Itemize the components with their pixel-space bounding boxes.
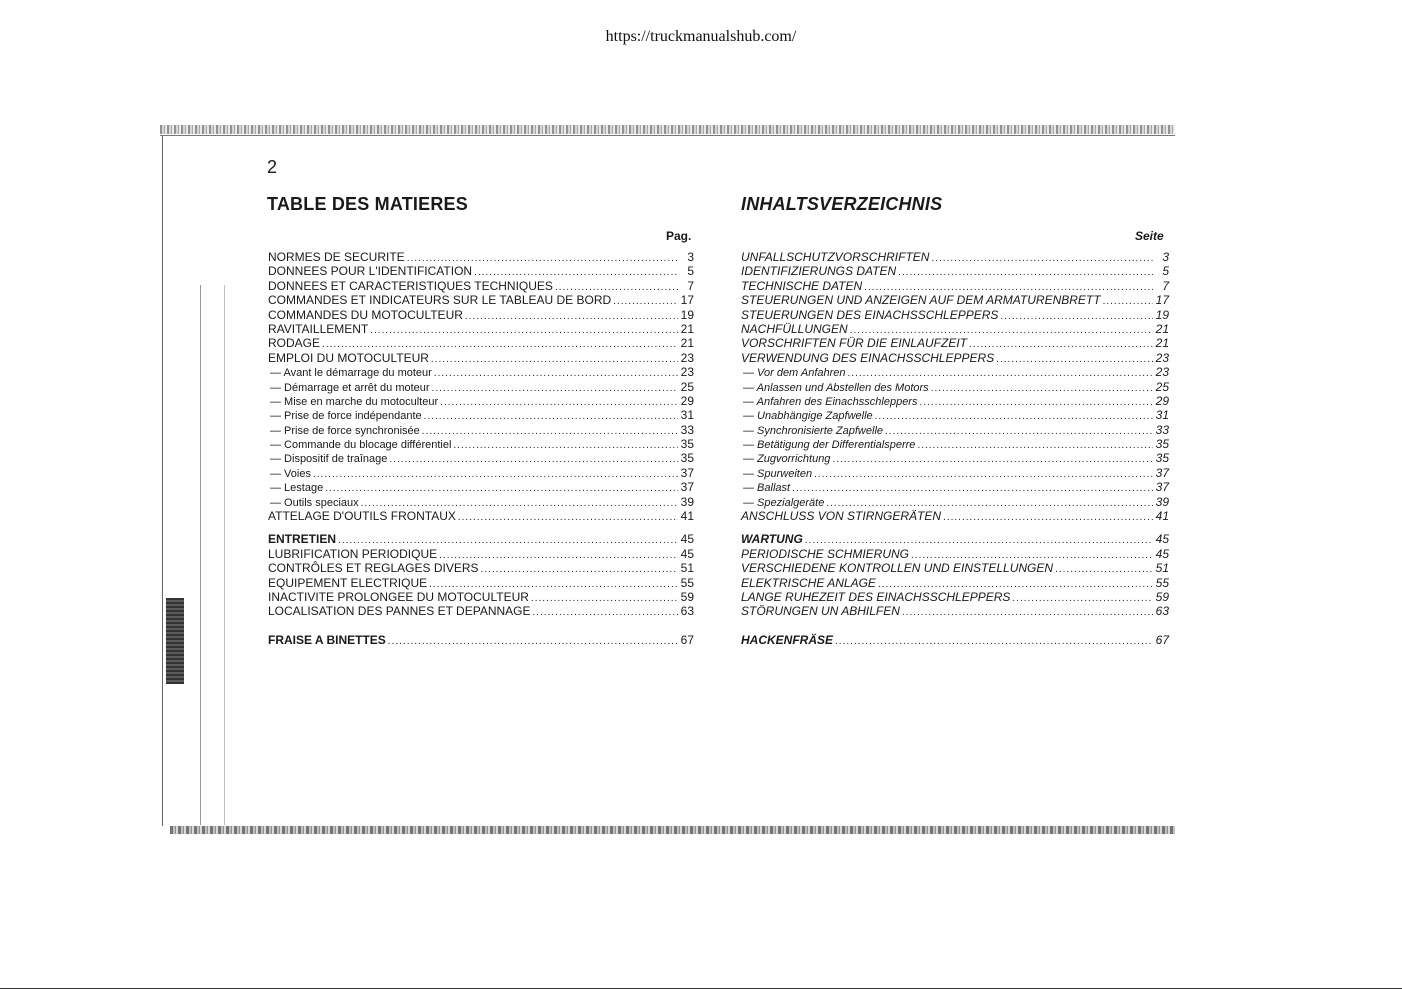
toc-entry-page: 21	[1155, 321, 1169, 336]
toc-entry	[741, 408, 1169, 422]
toc-entry-page: 3	[1162, 250, 1169, 264]
toc-entry-title: — Lestage	[270, 482, 324, 495]
toc-entry-title: ANSCHLUSS VON STIRNGERÄTEN	[741, 509, 942, 524]
toc-entry-page: 29	[680, 393, 694, 408]
toc-entry-title: COMMANDES DU MOTOCULTEUR	[268, 307, 463, 322]
toc-entry-page: 23	[680, 350, 694, 365]
toc-entry-title: UNFALLSCHUTZVORSCHRIFTEN	[741, 250, 930, 264]
german-page-column-label: Seite	[1135, 229, 1164, 243]
toc-entry-page: 31	[1155, 408, 1169, 423]
toc-entry	[741, 423, 1169, 437]
toc-entry-page: 19	[1155, 307, 1169, 322]
french-toc-list	[268, 250, 694, 647]
toc-entry	[741, 365, 1169, 379]
toc-entry-page: 55	[680, 575, 694, 590]
toc-entry-page: 7	[1162, 278, 1169, 293]
toc-entry-title: INACTIVITE PROLONGEE DU MOTOCULTEUR	[268, 589, 529, 604]
toc-spacer	[741, 619, 1169, 633]
toc-entry-title: — Outils speciaux	[270, 496, 359, 509]
toc-entry-page: 41	[680, 509, 694, 524]
toc-entry-title: — Vor dem Anfahren	[743, 367, 846, 380]
toc-entry-page: 45	[680, 546, 694, 561]
toc-entry	[741, 604, 1169, 618]
toc-entry	[268, 380, 694, 394]
german-toc-title: INHALTSVERZEICHNIS	[741, 194, 943, 214]
toc-entry	[268, 394, 694, 408]
toc-entry-page: 35	[1155, 451, 1169, 466]
toc-entry-page: 51	[1155, 561, 1169, 576]
toc-entry	[268, 279, 694, 293]
toc-entry-page: 19	[680, 307, 694, 322]
toc-entry-title: — Mise en marche du motoculteur	[270, 395, 439, 408]
toc-entry	[268, 336, 694, 350]
toc-entry-title: ENTRETIEN	[268, 532, 337, 547]
toc-entry	[268, 509, 694, 523]
toc-entry-title: STÖRUNGEN UN ABHILFEN	[741, 604, 900, 619]
toc-spacer	[268, 619, 694, 633]
toc-entry	[741, 576, 1169, 590]
toc-entry	[741, 509, 1169, 523]
toc-entry-title: TECHNISCHE DATEN	[741, 278, 863, 293]
toc-entry	[741, 279, 1169, 293]
toc-entry-page: 23	[680, 365, 694, 380]
toc-entry-title: — Zugvorrichtung	[743, 453, 831, 466]
toc-entry-page: 25	[680, 379, 694, 394]
toc-entry-page: 45	[1155, 532, 1169, 547]
toc-entry-title: NORMES DE SECURITE	[268, 250, 405, 264]
toc-entry-page: 5	[1162, 264, 1169, 279]
toc-entry-title: HACKENFRÄSE	[741, 632, 834, 647]
toc-entry-title: VORSCHRIFTEN FÜR DIE EINLAUFZEIT	[741, 336, 968, 351]
toc-entry-page: 37	[1155, 465, 1169, 480]
toc-entry-title: ATTELAGE D'OUTILS FRONTAUX	[268, 509, 456, 524]
toc-entry-page: 31	[680, 408, 694, 423]
toc-entry	[741, 336, 1169, 350]
toc-entry-page: 37	[680, 480, 694, 495]
toc-entry-title: DONNEES POUR L'IDENTIFICATION	[268, 264, 473, 279]
toc-entry-title: LANGE RUHEZEIT DES EINACHSSCHLEPPERS	[741, 589, 1011, 604]
toc-entry	[741, 451, 1169, 465]
toc-entry-title: — Dispositif de traînage	[270, 453, 388, 466]
toc-entry-page: 63	[680, 604, 694, 619]
scan-edge-bottom	[170, 826, 1175, 834]
toc-entry	[268, 576, 694, 590]
toc-entry-page: 37	[680, 465, 694, 480]
toc-entry-page: 67	[1155, 632, 1169, 647]
toc-entry	[268, 293, 694, 307]
toc-entry	[268, 451, 694, 465]
source-url: https://truckmanualshub.com/	[605, 28, 797, 45]
toc-entry	[741, 437, 1169, 451]
toc-entry	[741, 561, 1169, 575]
toc-entry-page: 39	[1155, 494, 1169, 509]
toc-entry-title: VERSCHIEDENE KONTROLLEN UND EINSTELLUNGEN	[741, 561, 1054, 576]
toc-entry-page: 67	[680, 632, 694, 647]
toc-entry-page: 35	[680, 451, 694, 466]
toc-entry-page: 33	[680, 422, 694, 437]
toc-entry-title: — Avant le démarrage du moteur	[270, 367, 432, 380]
toc-entry	[741, 322, 1169, 336]
scan-edge-left	[162, 136, 163, 826]
toc-entry-title: — Betätigung der Differentialsperre	[743, 439, 916, 452]
toc-entry-title: — Ballast	[743, 482, 791, 495]
toc-leader-dots	[943, 509, 1153, 525]
toc-entry-title: — Commande du blocage différentiel	[270, 439, 452, 452]
german-toc-list	[741, 250, 1169, 647]
toc-entry	[268, 590, 694, 604]
toc-entry	[268, 250, 694, 264]
toc-entry	[268, 532, 694, 546]
toc-entry-title: LOCALISATION DES PANNES ET DEPANNAGE	[268, 604, 531, 619]
toc-leader-dots	[902, 604, 1153, 620]
toc-entry-page: 25	[1155, 379, 1169, 394]
toc-entry	[741, 351, 1169, 365]
toc-entry	[268, 633, 694, 647]
toc-entry-title: RODAGE	[268, 336, 321, 351]
toc-entry	[268, 604, 694, 618]
toc-entry	[741, 394, 1169, 408]
toc-entry	[268, 351, 694, 365]
toc-entry	[741, 250, 1169, 264]
toc-entry	[268, 322, 694, 336]
toc-entry-page: 21	[680, 321, 694, 336]
toc-entry	[268, 466, 694, 480]
toc-entry-title: IDENTIFIZIERUNGS DATEN	[741, 264, 897, 279]
toc-entry	[741, 308, 1169, 322]
toc-entry-title: STEUERUNGEN UND ANZEIGEN AUF DEM ARMATURENBRETT	[741, 293, 1101, 308]
toc-entry-page: 5	[687, 264, 694, 279]
toc-entry-title: CONTRÔLES ET REGLAGES DIVERS	[268, 561, 479, 576]
toc-entry-title: PERIODISCHE SCHMIERUNG	[741, 546, 910, 561]
toc-entry-page: 51	[680, 561, 694, 576]
toc-entry-page: 3	[687, 250, 694, 264]
toc-entry-page: 17	[680, 293, 694, 308]
toc-entry-title: — Spezialgeräte	[743, 496, 825, 509]
toc-entry	[268, 365, 694, 379]
toc-entry-page: 35	[1155, 437, 1169, 452]
scan-binding-line-inner	[224, 285, 225, 825]
toc-entry-page: 23	[1155, 350, 1169, 365]
page-number: 2	[267, 157, 278, 177]
toc-entry-title: — Anfahren des Einachsschleppers	[743, 395, 918, 408]
toc-entry-title: — Unabhängige Zapfwelle	[743, 410, 873, 423]
toc-entry-title: ELEKTRISCHE ANLAGE	[741, 575, 876, 590]
scan-edge-top	[160, 125, 1175, 134]
toc-entry-title: WARTUNG	[741, 532, 803, 547]
toc-entry	[741, 532, 1169, 546]
toc-leader-dots	[458, 509, 678, 525]
toc-leader-dots	[533, 604, 678, 620]
toc-entry-title: LUBRIFICATION PERIODIQUE	[268, 546, 438, 561]
toc-entry-page: 37	[1155, 480, 1169, 495]
scan-dark-mark	[166, 598, 184, 684]
toc-entry-title: — Voies	[270, 467, 311, 480]
french-toc-title: TABLE DES MATIERES	[267, 194, 468, 214]
toc-leader-dots	[835, 633, 1153, 649]
toc-entry-page: 21	[1155, 336, 1169, 351]
toc-entry-title: COMMANDES ET INDICATEURS SUR LE TABLEAU DE BORD	[268, 293, 612, 308]
toc-entry	[741, 293, 1169, 307]
toc-entry-title: DONNEES ET CARACTERISTIQUES TECHNIQUES	[268, 278, 553, 293]
toc-entry-page: 45	[680, 532, 694, 547]
toc-entry-title: — Prise de force indépendante	[270, 410, 422, 423]
toc-entry-page: 39	[680, 494, 694, 509]
toc-entry-page: 63	[1155, 604, 1169, 619]
toc-entry	[268, 308, 694, 322]
toc-entry	[741, 495, 1169, 509]
scan-binding-line	[200, 285, 201, 825]
toc-entry-title: VERWENDUNG DES EINACHSSCHLEPPERS	[741, 350, 995, 365]
toc-entry-page: 59	[1155, 589, 1169, 604]
toc-entry	[268, 408, 694, 422]
toc-entry-page: 45	[1155, 546, 1169, 561]
french-page-column-label: Pag.	[666, 229, 692, 243]
toc-entry-page: 29	[1155, 393, 1169, 408]
toc-entry	[268, 423, 694, 437]
toc-entry	[268, 495, 694, 509]
toc-entry	[741, 264, 1169, 278]
toc-entry-title: — Prise de force synchronisée	[270, 424, 420, 437]
toc-entry	[268, 480, 694, 494]
toc-entry-page: 35	[680, 437, 694, 452]
scan-edge-top-line	[160, 135, 1175, 136]
toc-entry	[741, 380, 1169, 394]
toc-entry-page: 17	[1155, 293, 1169, 308]
toc-entry-title: — Synchronisierte Zapfwelle	[743, 424, 884, 437]
toc-entry-page: 55	[1155, 575, 1169, 590]
toc-entry	[741, 480, 1169, 494]
toc-entry-title: — Anlassen und Abstellen des Motors	[743, 381, 929, 394]
toc-entry-title: FRAISE A BINETTES	[268, 632, 386, 647]
toc-entry	[741, 547, 1169, 561]
page-bottom-rule	[0, 988, 1402, 989]
toc-entry-title: RAVITAILLEMENT	[268, 321, 369, 336]
toc-entry-page: 59	[680, 589, 694, 604]
toc-entry-page: 41	[1155, 509, 1169, 524]
toc-entry	[268, 264, 694, 278]
toc-entry-page: 7	[687, 278, 694, 293]
toc-entry-title: — Démarrage et arrêt du moteur	[270, 381, 430, 394]
toc-entry	[268, 547, 694, 561]
toc-entry	[741, 466, 1169, 480]
toc-leader-dots	[388, 633, 678, 649]
toc-entry-title: — Spurweiten	[743, 467, 813, 480]
toc-entry-title: STEUERUNGEN DES EINACHSSCHLEPPERS	[741, 307, 999, 322]
toc-entry-title: EMPLOI DU MOTOCULTEUR	[268, 350, 429, 365]
toc-entry	[268, 561, 694, 575]
toc-entry	[268, 437, 694, 451]
toc-entry-page: 33	[1155, 422, 1169, 437]
toc-entry-page: 23	[1155, 365, 1169, 380]
toc-entry-title: NACHFÜLLUNGEN	[741, 321, 848, 336]
toc-entry-title: EQUIPEMENT ELECTRIQUE	[268, 575, 428, 590]
toc-entry	[741, 633, 1169, 647]
toc-entry-page: 21	[680, 336, 694, 351]
toc-entry	[741, 590, 1169, 604]
